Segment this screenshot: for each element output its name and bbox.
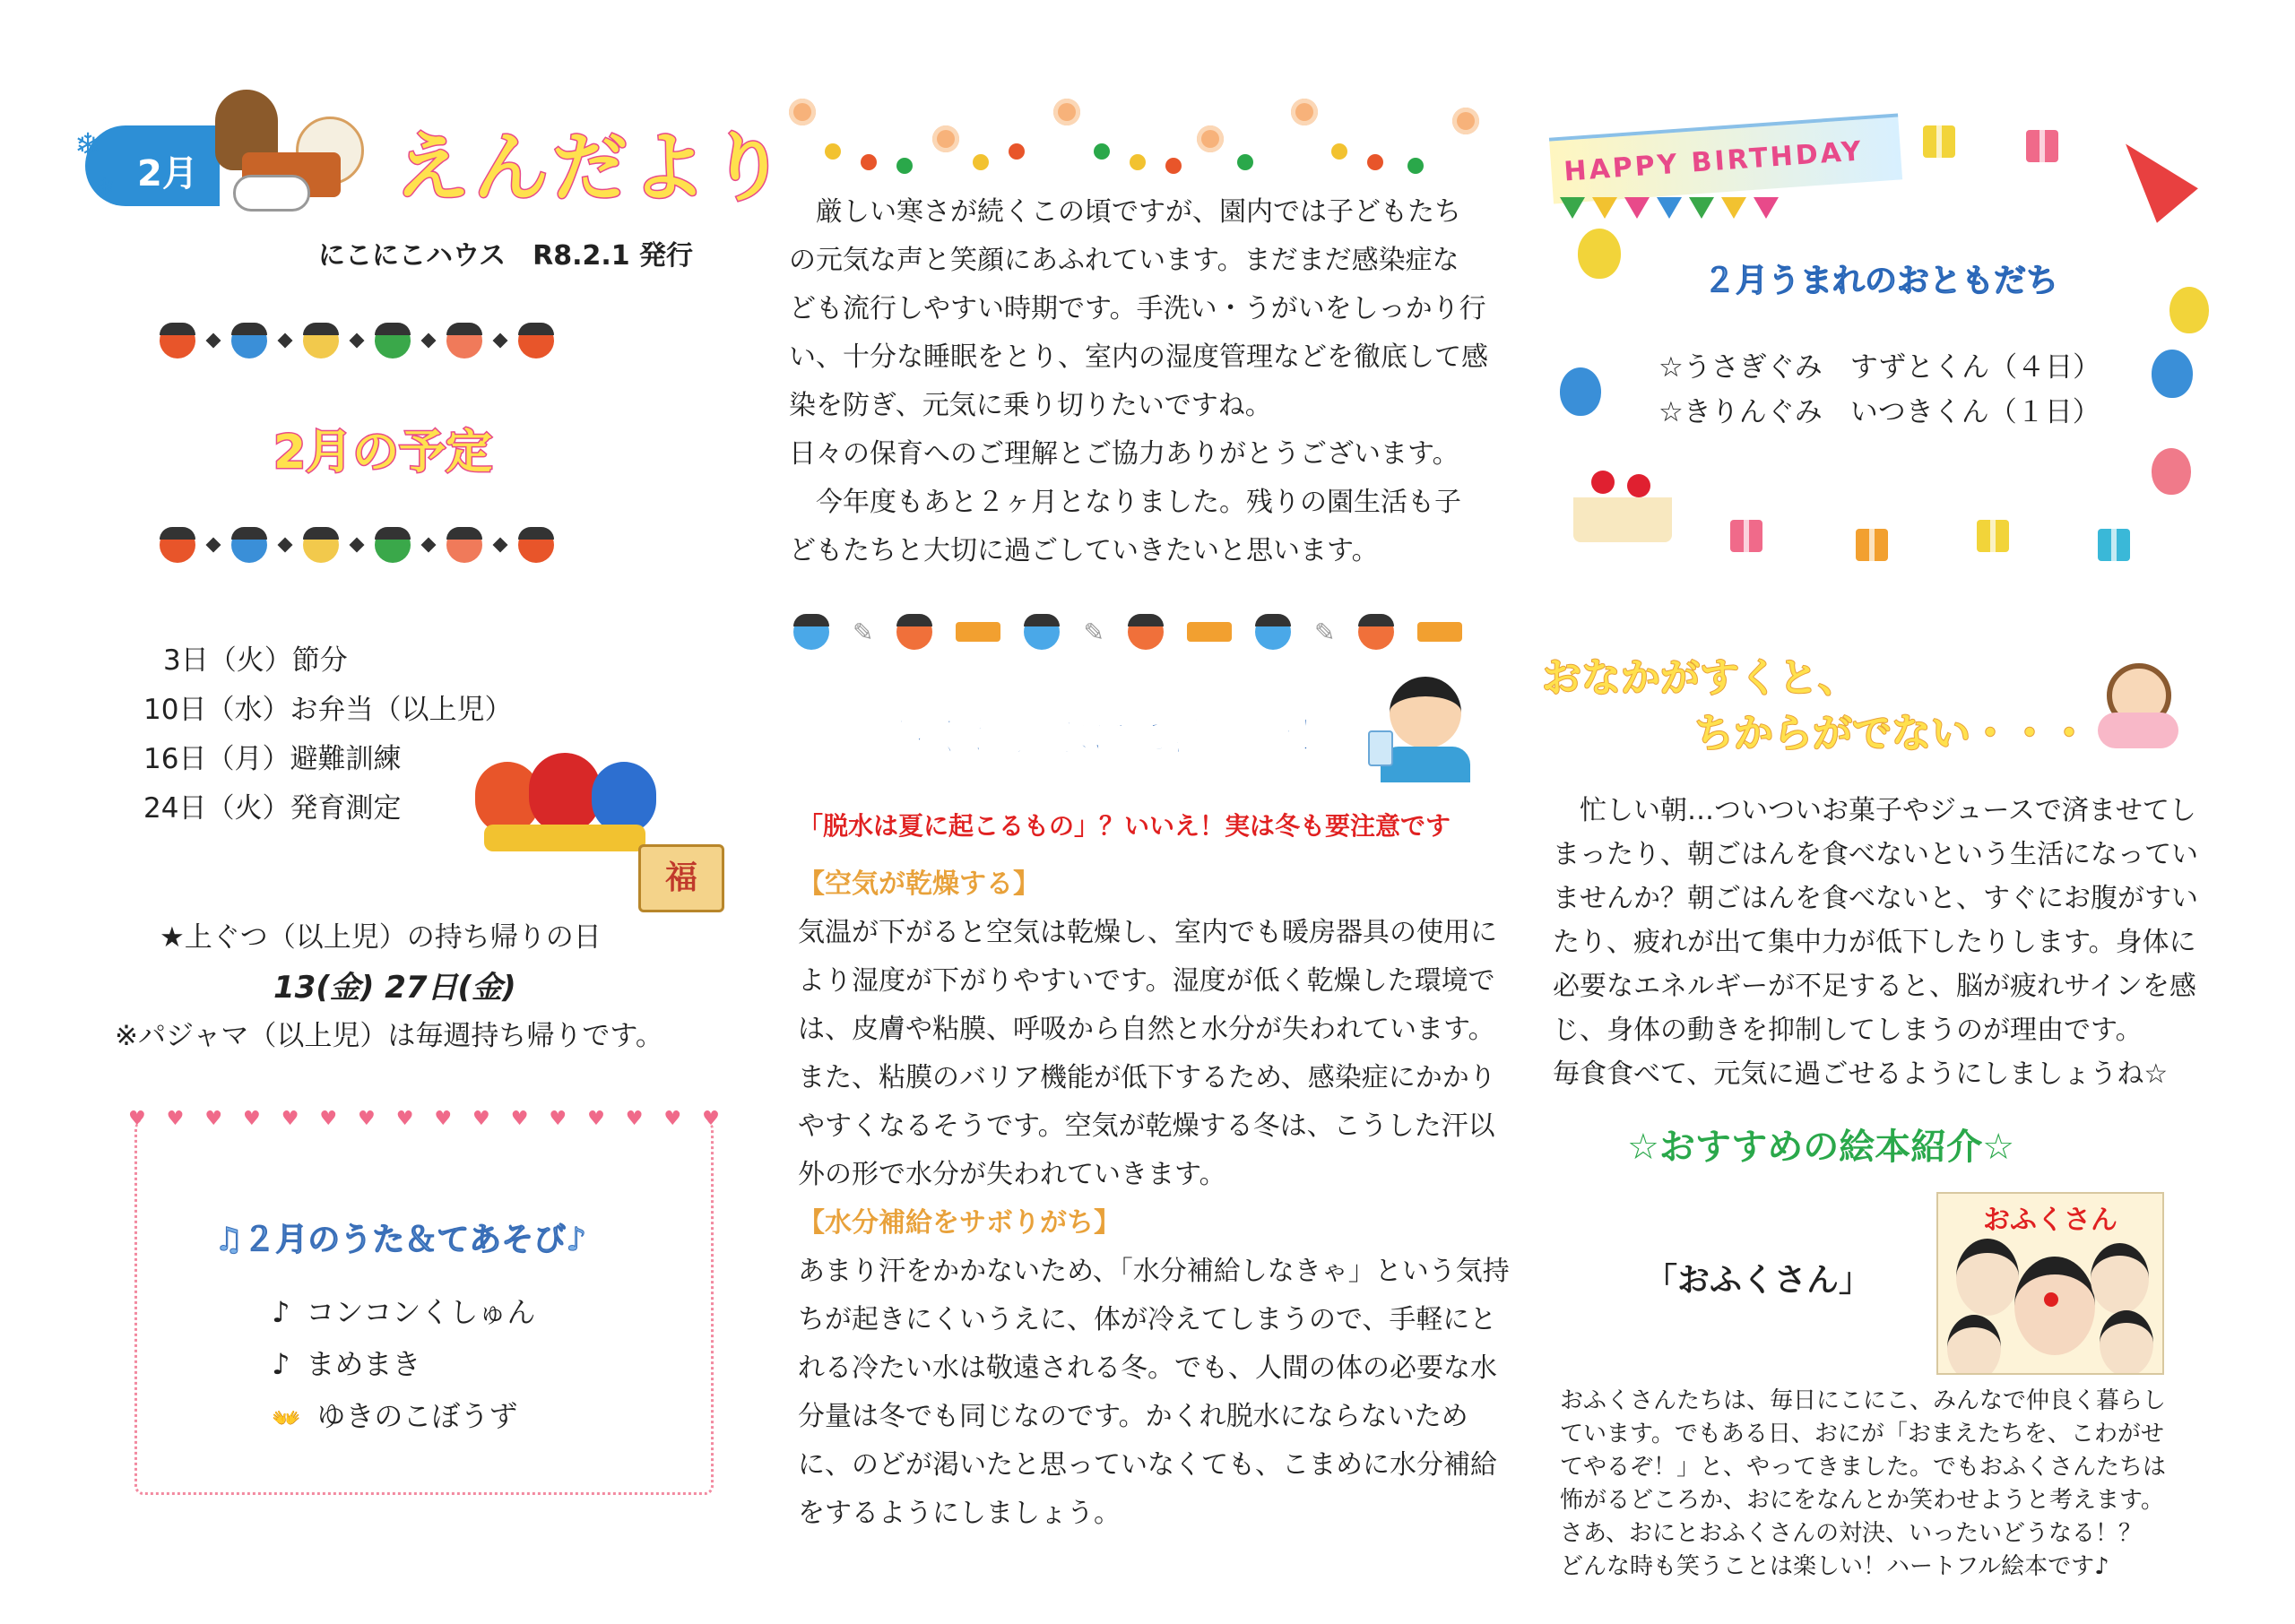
schedule-item: 24日（火）発育測定 (143, 792, 402, 825)
gift-icon (2098, 529, 2130, 561)
book-heading: ☆おすすめの絵本紹介☆ (1627, 1127, 2015, 1168)
book-description: おふくさんたちは、毎日にこにこ、みんなで仲良く暮らし ています。でもある日、おにが「おまえたちを、こわがせ てやるぞ！」と、やってきました。でもおふくさんたちは 怖がるどころか、おにをなんとか笑わせようと考えます。 さあ、おにとおふくさんの対決、いったいどうなる！？ どんな時も笑うことは楽しい！ハートフル絵本です♪ (1560, 1387, 2167, 1580)
hungry-girl-illustration (2098, 663, 2187, 753)
book-title: 「おふくさん」 (1645, 1262, 1872, 1299)
schedule-list (143, 636, 512, 834)
balloon-icon (1578, 229, 1621, 279)
songs-list (272, 1286, 535, 1445)
gift-icon (1923, 125, 1955, 158)
schedule-item: 10日（水）お弁当（以上児） (143, 694, 513, 726)
book-cover (1936, 1192, 2164, 1375)
birthday-entry: ☆きりんぐみ いつきくん（１日） (1658, 396, 2100, 428)
section-title: 【空気が乾燥する】 (798, 868, 1040, 900)
oni-divider-bottom (160, 527, 554, 563)
balloon-icon (2152, 350, 2193, 398)
birthday-entry: ☆うさぎぐみ すずとくん（４日） (1658, 351, 2101, 384)
pennant-flags (1560, 197, 1829, 224)
balloon-icon (2152, 448, 2191, 495)
breakfast-heading-line1: おなかがすくと、 (1542, 655, 1858, 701)
snowflake-icon: ❄ (74, 127, 102, 164)
birthday-card (1542, 108, 2214, 609)
birthday-banner: HAPPY BIRTHDAY (1549, 113, 1902, 203)
heart-garland: ♥ ♥ ♥ ♥ ♥ ♥ ♥ ♥ ♥ ♥ ♥ ♥ ♥ ♥ ♥ ♥ (128, 1108, 720, 1130)
song-item: ♪ コンコンくしゅん (272, 1295, 536, 1329)
snowflake-icon: ❄ (94, 172, 116, 202)
fuku-label: 福 (664, 860, 697, 896)
gift-icon (1977, 520, 2009, 552)
breakfast-heading-line2: ちからがでない・・・ (1694, 711, 2089, 756)
cake-icon (1573, 462, 1672, 533)
hands-icon: 👐 (272, 1405, 301, 1432)
horse-cat-illustration (206, 90, 385, 206)
schedule-item: 3日（火）節分 (163, 644, 348, 677)
song-item: ♪ まめまき (272, 1347, 421, 1381)
dehydration-heading: かくれ脱水にご注意を！ (883, 712, 1337, 760)
shoes-dates: 13(金) 27日(金) (273, 970, 516, 1006)
book-cover-title: おふくさん (1983, 1205, 2117, 1236)
header-badge (74, 125, 220, 206)
newsletter-title: えんだより (394, 124, 790, 212)
schedule-heading: 2月の予定 (273, 426, 493, 479)
oni-beans-divider: ✎ ✎ ✎ (793, 614, 1462, 650)
breakfast-text: 忙しい朝…ついついお菓子やジュースで済ませてし まったり、朝ごはんを食べないという生活になってい ませんか？朝ごはんを食べないと、すぐにお腹がすい たり、疲れが出て集中力が低下したりします。身体に 必要なエネルギーが不足すると、脳が疲れサインを感 じ、身体の動きを抑制してしまうのが理由です。 毎食食べて、元気に過ごせるようにしましょうね☆ (1553, 795, 2198, 1090)
birthday-heading: ２月うまれのおともだち (1703, 263, 2059, 299)
song-item: 👐 ゆきのこぼうず (272, 1399, 518, 1433)
schedule-item: 16日（月）避難訓練 (143, 743, 402, 775)
balloon-icon (2169, 287, 2209, 333)
flower-garland (789, 99, 1506, 179)
gift-icon (2026, 130, 2058, 162)
gift-icon (1856, 529, 1888, 561)
dehydration-section-1: 【空気が乾燥する】 気温が下がると空気は乾燥し、室内でも暖房器具の使用に より湿度が下がりやすいです。湿度が低く乾燥した環境で は、皮膚や粘膜、呼吸から自然と水分が失われています。 また、粘膜のバリア機能が低下するため、感染症にかかり やすくなるそうです。空気が乾燥する冬は、こうした汗以 外の形で水分が失われていきます。 【水分補給をサボりがち】 あまり汗をかかないため、「水分補給しなきゃ」という気持 ちが起きにくいうえに、体が冷えてしまうので、手軽にと れる冷たい水は敬遠される冬。でも、人間の体の必要な水 分量は冬でも同じなのです。かくれ脱水にならないため に、のどが渇いたと思っていなくても、こまめに水分補給 をするようにしましょう。 (798, 860, 1533, 1538)
music-note-icon: ♪ (272, 1295, 290, 1329)
fuku-masu-illustration (638, 844, 724, 912)
birthday-list (1658, 345, 2100, 435)
dehydration-subheading: 「脱水は夏に起こるもの」？いいえ！実は冬も要注意です (798, 811, 1451, 841)
balloon-icon (1560, 367, 1601, 416)
oni-divider-top (160, 323, 554, 358)
shoes-note: ★上ぐつ（以上児）の持ち帰りの日 (160, 921, 602, 954)
publisher-line: にこにこハウス R8.2.1 発行 (318, 240, 694, 272)
greeting-text: 厳しい寒さが続くこの頃ですが、園内では子どもたち の元気な声と笑顔にあふれています。まだまだ感染症な ども流行しやすい時期です。手洗い・うがいをしっかり行 い、十分な睡眠をとり、室内の湿度管理などを徹底して感 染を防ぎ、元気に乗り切りたいですね。 日々の保育へのご理解とご協力ありがとうございます。 今年度もあと２ヶ月となりました。残りの園生活も子 どもたちと大切に過ごしていきたいと思います。 (789, 196, 1488, 566)
section-title: 【水分補給をサボりがち】 (798, 1207, 1121, 1239)
bean-stick-icon: ✎ (853, 617, 874, 647)
oni-trio-illustration (475, 753, 663, 860)
music-note-icon: ♪ (272, 1347, 290, 1381)
pajama-note: ※パジャマ（以上児）は毎週持ち帰りです。 (115, 1020, 663, 1052)
party-popper-icon (2105, 126, 2198, 223)
songs-box (128, 1108, 720, 1495)
gift-icon (1730, 520, 1762, 552)
month-badge: 2月 (137, 153, 198, 194)
boy-drinking-illustration (1381, 677, 1479, 784)
songs-heading: ♫２月のうた＆てあそび♪ (214, 1222, 587, 1258)
